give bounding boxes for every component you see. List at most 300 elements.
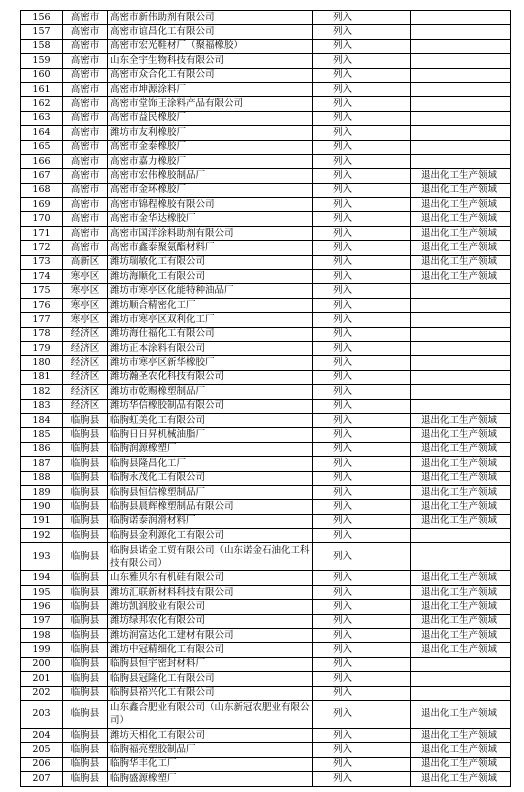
- company-name-cell: 临朐县恒宇密封材料厂: [108, 657, 313, 671]
- table-row: [21, 543, 511, 571]
- row-number-cell: 204: [21, 728, 63, 742]
- district-cell: 临朐县: [63, 686, 108, 700]
- status-cell: 列入: [313, 313, 411, 327]
- district-cell: 临朐县: [63, 543, 108, 571]
- district-cell: 临朐县: [63, 442, 108, 456]
- table-row: [21, 442, 511, 456]
- note-cell: [411, 313, 511, 327]
- district-cell: 临朐县: [63, 500, 108, 514]
- row-number-cell: 187: [21, 457, 63, 471]
- district-cell: 高密市: [63, 212, 108, 226]
- note-cell: [411, 298, 511, 312]
- table-row: [21, 183, 511, 197]
- table-row: [21, 700, 511, 728]
- district-cell: 临朐县: [63, 600, 108, 614]
- company-name-cell: 高密市益民橡胶厂: [108, 111, 313, 125]
- district-cell: 高密市: [63, 226, 108, 240]
- district-cell: 临朐县: [63, 772, 108, 786]
- status-cell: 列入: [313, 500, 411, 514]
- table-row: [21, 25, 511, 39]
- table-row: [21, 313, 511, 327]
- table-row: [21, 11, 511, 25]
- note-cell: 退出化工生产领域: [411, 614, 511, 628]
- company-name-cell: 临朐日日昇机械油脂厂: [108, 428, 313, 442]
- note-cell: 退出化工生产领域: [411, 212, 511, 226]
- row-number-cell: 205: [21, 743, 63, 757]
- table-row: [21, 82, 511, 96]
- table-row: [21, 111, 511, 125]
- row-number-cell: 156: [21, 11, 63, 25]
- district-cell: 临朐县: [63, 728, 108, 742]
- status-cell: 列入: [313, 356, 411, 370]
- note-cell: 退出化工生产领域: [411, 457, 511, 471]
- table-row: [21, 614, 511, 628]
- row-number-cell: 200: [21, 657, 63, 671]
- status-cell: 列入: [313, 226, 411, 240]
- status-cell: 列入: [313, 126, 411, 140]
- row-number-cell: 158: [21, 39, 63, 53]
- note-cell: 退出化工生产领域: [411, 700, 511, 728]
- status-cell: 列入: [313, 514, 411, 528]
- company-name-cell: 山东全宇生物科技有限公司: [108, 54, 313, 68]
- row-number-cell: 178: [21, 327, 63, 341]
- company-name-cell: 高密市金泰橡胶厂: [108, 140, 313, 154]
- note-cell: 退出化工生产领域: [411, 428, 511, 442]
- note-cell: 退出化工生产领域: [411, 198, 511, 212]
- note-cell: 退出化工生产领域: [411, 485, 511, 499]
- district-cell: 临朐县: [63, 571, 108, 585]
- company-name-cell: 临朐盛源橡塑厂: [108, 772, 313, 786]
- district-cell: 临朐县: [63, 514, 108, 528]
- status-cell: 列入: [313, 111, 411, 125]
- note-cell: [411, 82, 511, 96]
- row-number-cell: 197: [21, 614, 63, 628]
- status-cell: 列入: [313, 140, 411, 154]
- status-cell: 列入: [313, 370, 411, 384]
- district-cell: 高密市: [63, 198, 108, 212]
- status-cell: 列入: [313, 614, 411, 628]
- row-number-cell: 173: [21, 255, 63, 269]
- company-name-cell: 临朐华丰化工厂: [108, 757, 313, 771]
- row-number-cell: 168: [21, 183, 63, 197]
- table-row: [21, 629, 511, 643]
- table-row: [21, 327, 511, 341]
- status-cell: 列入: [313, 327, 411, 341]
- company-name-cell: 潍坊瀚圣农化科技有限公司: [108, 370, 313, 384]
- status-cell: 列入: [313, 728, 411, 742]
- note-cell: 退出化工生产领域: [411, 413, 511, 427]
- company-name-cell: 潍坊市寒亭区双利化工厂: [108, 313, 313, 327]
- table-row: [21, 284, 511, 298]
- note-cell: 退出化工生产领域: [411, 643, 511, 657]
- status-cell: 列入: [313, 571, 411, 585]
- table-row: [21, 126, 511, 140]
- row-number-cell: 176: [21, 298, 63, 312]
- district-cell: 高密市: [63, 126, 108, 140]
- note-cell: 退出化工生产领域: [411, 585, 511, 599]
- district-cell: 经济区: [63, 385, 108, 399]
- row-number-cell: 201: [21, 672, 63, 686]
- table-row: [21, 485, 511, 499]
- row-number-cell: 203: [21, 700, 63, 728]
- table-row: [21, 529, 511, 543]
- note-cell: 退出化工生产领域: [411, 169, 511, 183]
- status-cell: 列入: [313, 198, 411, 212]
- row-number-cell: 189: [21, 485, 63, 499]
- company-name-cell: 临朐县金利源化工有限公司: [108, 529, 313, 543]
- row-number-cell: 166: [21, 154, 63, 168]
- table-row: [21, 585, 511, 599]
- company-name-cell: 临朐县裕兴化工有限公司: [108, 686, 313, 700]
- status-cell: 列入: [313, 385, 411, 399]
- status-cell: 列入: [313, 284, 411, 298]
- note-cell: 退出化工生产领域: [411, 629, 511, 643]
- company-name-cell: 潍坊市友利橡胶厂: [108, 126, 313, 140]
- company-name-cell: 高密市众合化工有限公司: [108, 68, 313, 82]
- district-cell: 高密市: [63, 39, 108, 53]
- table-row: [21, 385, 511, 399]
- company-name-cell: 潍坊中冠精细化工有限公司: [108, 643, 313, 657]
- row-number-cell: 192: [21, 529, 63, 543]
- row-number-cell: 199: [21, 643, 63, 657]
- note-cell: 退出化工生产领域: [411, 600, 511, 614]
- row-number-cell: 175: [21, 284, 63, 298]
- table-row: [21, 772, 511, 786]
- district-cell: 高密市: [63, 11, 108, 25]
- district-cell: 临朐县: [63, 743, 108, 757]
- note-cell: 退出化工生产领域: [411, 500, 511, 514]
- district-cell: 临朐县: [63, 428, 108, 442]
- company-name-cell: 潍坊润富达化工建材有限公司: [108, 629, 313, 643]
- status-cell: 列入: [313, 39, 411, 53]
- note-cell: [411, 25, 511, 39]
- note-cell: [411, 356, 511, 370]
- table-row: [21, 743, 511, 757]
- company-name-cell: 临朐福亮塑胶制品厂: [108, 743, 313, 757]
- note-cell: 退出化工生产领域: [411, 183, 511, 197]
- table-row: [21, 457, 511, 471]
- district-cell: 临朐县: [63, 672, 108, 686]
- row-number-cell: 181: [21, 370, 63, 384]
- district-cell: 临朐县: [63, 757, 108, 771]
- row-number-cell: 185: [21, 428, 63, 442]
- note-cell: [411, 126, 511, 140]
- row-number-cell: 202: [21, 686, 63, 700]
- district-cell: 高密市: [63, 111, 108, 125]
- company-name-cell: 潍坊市乾赐橡塑制品厂: [108, 385, 313, 399]
- company-name-cell: 潍坊绿邦农化有限公司: [108, 614, 313, 628]
- table-row: [21, 413, 511, 427]
- row-number-cell: 172: [21, 241, 63, 255]
- company-name-cell: 潍坊市寒亭区新华橡胶厂: [108, 356, 313, 370]
- company-name-cell: 山东鑫合肥业有限公司（山东新冠农肥业有限公司）: [108, 700, 313, 728]
- status-cell: 列入: [313, 686, 411, 700]
- note-cell: [411, 327, 511, 341]
- note-cell: [411, 385, 511, 399]
- note-cell: [411, 370, 511, 384]
- note-cell: 退出化工生产领域: [411, 241, 511, 255]
- company-name-cell: 山东雅贝尔有机硅有限公司: [108, 571, 313, 585]
- status-cell: 列入: [313, 169, 411, 183]
- table-body: [21, 11, 511, 787]
- note-cell: [411, 341, 511, 355]
- company-name-cell: 高密市国洋涂料助剂有限公司: [108, 226, 313, 240]
- status-cell: 列入: [313, 11, 411, 25]
- row-number-cell: 171: [21, 226, 63, 240]
- status-cell: 列入: [313, 757, 411, 771]
- company-name-cell: 潍坊市寒亭区化能特种油品厂: [108, 284, 313, 298]
- district-cell: 经济区: [63, 356, 108, 370]
- company-name-cell: 高密市金华达橡胶厂: [108, 212, 313, 226]
- table-row: [21, 471, 511, 485]
- company-name-cell: 高密市宏光鞋材厂（聚福橡胶）: [108, 39, 313, 53]
- table-row: [21, 169, 511, 183]
- table-row: [21, 68, 511, 82]
- enterprise-list-table: [20, 10, 511, 787]
- district-cell: 经济区: [63, 370, 108, 384]
- row-number-cell: 195: [21, 585, 63, 599]
- table-row: [21, 270, 511, 284]
- district-cell: 高密市: [63, 68, 108, 82]
- status-cell: 列入: [313, 341, 411, 355]
- district-cell: 临朐县: [63, 485, 108, 499]
- table-row: [21, 39, 511, 53]
- table-row: [21, 226, 511, 240]
- table-row: [21, 341, 511, 355]
- note-cell: [411, 97, 511, 111]
- note-cell: [411, 11, 511, 25]
- row-number-cell: 169: [21, 198, 63, 212]
- table-row: [21, 643, 511, 657]
- row-number-cell: 206: [21, 757, 63, 771]
- row-number-cell: 193: [21, 543, 63, 571]
- table-row: [21, 657, 511, 671]
- district-cell: 寒亭区: [63, 270, 108, 284]
- district-cell: 寒亭区: [63, 313, 108, 327]
- status-cell: 列入: [313, 529, 411, 543]
- status-cell: 列入: [313, 399, 411, 413]
- company-name-cell: 临朐县晨辉橡塑制品有限公司: [108, 500, 313, 514]
- note-cell: [411, 284, 511, 298]
- district-cell: 临朐县: [63, 413, 108, 427]
- row-number-cell: 194: [21, 571, 63, 585]
- note-cell: 退出化工生产领域: [411, 226, 511, 240]
- note-cell: 退出化工生产领域: [411, 772, 511, 786]
- row-number-cell: 196: [21, 600, 63, 614]
- company-name-cell: 潍坊顺合精密化工厂: [108, 298, 313, 312]
- district-cell: 寒亭区: [63, 298, 108, 312]
- district-cell: 高密市: [63, 140, 108, 154]
- row-number-cell: 198: [21, 629, 63, 643]
- district-cell: 临朐县: [63, 700, 108, 728]
- district-cell: 高密市: [63, 54, 108, 68]
- district-cell: 高密市: [63, 154, 108, 168]
- table-row: [21, 54, 511, 68]
- note-cell: [411, 140, 511, 154]
- status-cell: 列入: [313, 54, 411, 68]
- row-number-cell: 180: [21, 356, 63, 370]
- note-cell: [411, 543, 511, 571]
- company-name-cell: 临朐永茂化工有限公司: [108, 471, 313, 485]
- table-row: [21, 728, 511, 742]
- status-cell: 列入: [313, 585, 411, 599]
- district-cell: 临朐县: [63, 585, 108, 599]
- district-cell: 寒亭区: [63, 284, 108, 298]
- row-number-cell: 160: [21, 68, 63, 82]
- table-row: [21, 500, 511, 514]
- district-cell: 高密市: [63, 82, 108, 96]
- note-cell: 退出化工生产领域: [411, 571, 511, 585]
- table-row: [21, 428, 511, 442]
- district-cell: 经济区: [63, 341, 108, 355]
- district-cell: 临朐县: [63, 614, 108, 628]
- table-row: [21, 571, 511, 585]
- row-number-cell: 188: [21, 471, 63, 485]
- status-cell: 列入: [313, 97, 411, 111]
- status-cell: 列入: [313, 298, 411, 312]
- status-cell: 列入: [313, 212, 411, 226]
- company-name-cell: 高密市锦程橡胶有限公司: [108, 198, 313, 212]
- table-row: [21, 514, 511, 528]
- note-cell: [411, 68, 511, 82]
- status-cell: 列入: [313, 82, 411, 96]
- table-row: [21, 757, 511, 771]
- row-number-cell: 157: [21, 25, 63, 39]
- district-cell: 高密市: [63, 169, 108, 183]
- company-name-cell: 临朐虹美化工有限公司: [108, 413, 313, 427]
- row-number-cell: 182: [21, 385, 63, 399]
- table-row: [21, 600, 511, 614]
- company-name-cell: 高密市金环橡胶厂: [108, 183, 313, 197]
- note-cell: 退出化工生产领域: [411, 255, 511, 269]
- company-name-cell: 高密市坤源涂料厂: [108, 82, 313, 96]
- district-cell: 经济区: [63, 327, 108, 341]
- row-number-cell: 207: [21, 772, 63, 786]
- company-name-cell: 临朐县隆昌化工厂: [108, 457, 313, 471]
- note-cell: 退出化工生产领域: [411, 514, 511, 528]
- note-cell: [411, 657, 511, 671]
- row-number-cell: 165: [21, 140, 63, 154]
- note-cell: [411, 529, 511, 543]
- table-row: [21, 154, 511, 168]
- row-number-cell: 179: [21, 341, 63, 355]
- status-cell: 列入: [313, 700, 411, 728]
- company-name-cell: 潍坊正本涂料有限公司: [108, 341, 313, 355]
- status-cell: 列入: [313, 657, 411, 671]
- company-name-cell: 临朐润源橡塑厂: [108, 442, 313, 456]
- status-cell: 列入: [313, 241, 411, 255]
- table-row: [21, 399, 511, 413]
- company-name-cell: 潍坊天相化工有限公司: [108, 728, 313, 742]
- status-cell: 列入: [313, 457, 411, 471]
- company-name-cell: 潍坊海仕福化工有限公司: [108, 327, 313, 341]
- status-cell: 列入: [313, 543, 411, 571]
- table-row: [21, 241, 511, 255]
- note-cell: 退出化工生产领域: [411, 743, 511, 757]
- status-cell: 列入: [313, 270, 411, 284]
- row-number-cell: 177: [21, 313, 63, 327]
- note-cell: [411, 54, 511, 68]
- status-cell: 列入: [313, 643, 411, 657]
- row-number-cell: 167: [21, 169, 63, 183]
- row-number-cell: 183: [21, 399, 63, 413]
- district-cell: 临朐县: [63, 471, 108, 485]
- note-cell: 退出化工生产领域: [411, 757, 511, 771]
- row-number-cell: 162: [21, 97, 63, 111]
- status-cell: 列入: [313, 442, 411, 456]
- table-row: [21, 97, 511, 111]
- table-row: [21, 370, 511, 384]
- status-cell: 列入: [313, 183, 411, 197]
- company-name-cell: 高密市鑫泰聚氨酯材料厂: [108, 241, 313, 255]
- company-name-cell: 临朐县恒信橡塑制品厂: [108, 485, 313, 499]
- note-cell: [411, 154, 511, 168]
- company-name-cell: 高密市嘉力橡胶厂: [108, 154, 313, 168]
- note-cell: 退出化工生产领域: [411, 471, 511, 485]
- company-name-cell: 高密市新伟助剂有限公司: [108, 11, 313, 25]
- status-cell: 列入: [313, 485, 411, 499]
- row-number-cell: 161: [21, 82, 63, 96]
- district-cell: 临朐县: [63, 629, 108, 643]
- row-number-cell: 190: [21, 500, 63, 514]
- district-cell: 高新区: [63, 255, 108, 269]
- table-row: [21, 356, 511, 370]
- company-name-cell: 高密市堂饰王涂料产品有限公司: [108, 97, 313, 111]
- table-row: [21, 686, 511, 700]
- note-cell: 退出化工生产领域: [411, 728, 511, 742]
- status-cell: 列入: [313, 68, 411, 82]
- company-name-cell: 潍坊海顺化工有限公司: [108, 270, 313, 284]
- district-cell: 临朐县: [63, 643, 108, 657]
- company-name-cell: 临朐诺泰润滑材料厂: [108, 514, 313, 528]
- district-cell: 经济区: [63, 399, 108, 413]
- row-number-cell: 186: [21, 442, 63, 456]
- company-name-cell: 高密市宏伟橡胶制品厂: [108, 169, 313, 183]
- company-name-cell: 潍坊汇联新材料科技有限公司: [108, 585, 313, 599]
- note-cell: [411, 672, 511, 686]
- district-cell: 高密市: [63, 25, 108, 39]
- table-row: [21, 212, 511, 226]
- row-number-cell: 159: [21, 54, 63, 68]
- note-cell: [411, 399, 511, 413]
- status-cell: 列入: [313, 25, 411, 39]
- district-cell: 高密市: [63, 241, 108, 255]
- table-row: [21, 672, 511, 686]
- note-cell: [411, 111, 511, 125]
- district-cell: 高密市: [63, 183, 108, 197]
- row-number-cell: 170: [21, 212, 63, 226]
- district-cell: 临朐县: [63, 457, 108, 471]
- company-name-cell: 临朐县诺金工贸有限公司（山东诺金石油化工科技有限公司）: [108, 543, 313, 571]
- status-cell: 列入: [313, 600, 411, 614]
- table-row: [21, 140, 511, 154]
- district-cell: 临朐县: [63, 657, 108, 671]
- district-cell: 高密市: [63, 97, 108, 111]
- company-name-cell: 潍坊华信橡胶制品有限公司: [108, 399, 313, 413]
- row-number-cell: 163: [21, 111, 63, 125]
- table-row: [21, 298, 511, 312]
- company-name-cell: 潍坊瑞敏化工有限公司: [108, 255, 313, 269]
- row-number-cell: 191: [21, 514, 63, 528]
- company-name-cell: 临朐县冠隆化工有限公司: [108, 672, 313, 686]
- row-number-cell: 184: [21, 413, 63, 427]
- note-cell: [411, 686, 511, 700]
- status-cell: 列入: [313, 255, 411, 269]
- district-cell: 临朐县: [63, 529, 108, 543]
- note-cell: 退出化工生产领域: [411, 270, 511, 284]
- company-name-cell: 高密市谊昌化工有限公司: [108, 25, 313, 39]
- status-cell: 列入: [313, 772, 411, 786]
